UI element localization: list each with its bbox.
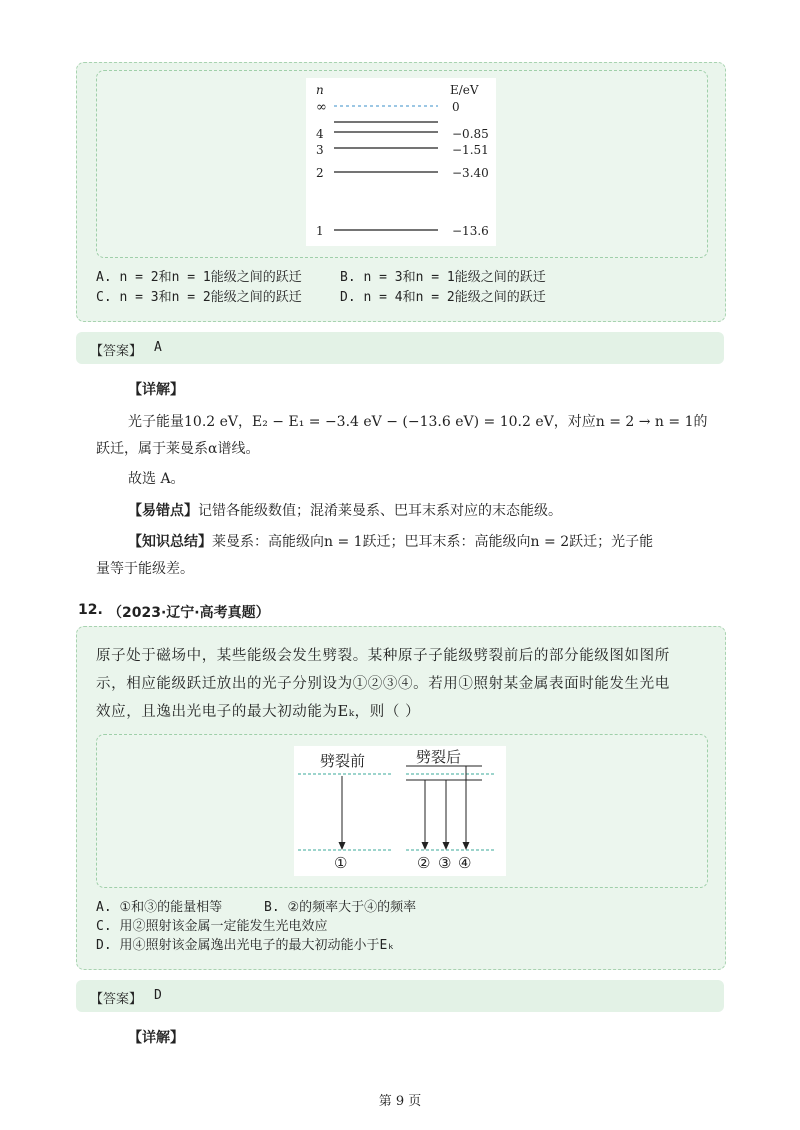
q12-source: （2023·辽宁·高考真题）: [108, 605, 270, 621]
mark-4: ④: [458, 854, 472, 872]
level-n-inf: ∞: [316, 100, 327, 115]
summary-label: 【知识总结】: [128, 534, 212, 550]
error-label: 【易错点】: [128, 503, 198, 519]
q11-detail-line-1: 光子能量10.2 eV，E₂ − E₁ = −3.4 eV − (−13.6 eV) = 10.2 eV，对应n = 2 → n = 1的: [128, 414, 708, 430]
q12-option-d[interactable]: D. 用④照射该金属逸出光电子的最大初动能小于Eₖ: [96, 938, 396, 953]
page-number: 第 9 页: [378, 1094, 422, 1109]
transition-arrow-3: [443, 780, 450, 850]
level-e-inf: 0: [452, 100, 460, 114]
q12-option-b[interactable]: B. ②的频率大于④的频率: [264, 900, 417, 915]
transition-arrow-1: [339, 776, 346, 850]
level-n-1: 1: [316, 224, 324, 238]
level-e-3: −1.51: [452, 143, 489, 157]
q11-detail-line-2: 跃迁，属于莱曼系α谱线。: [96, 441, 260, 457]
error-text: 记错各能级数值；混淆莱曼系、巴耳末系对应的末态能级。: [198, 503, 562, 519]
q12-answer-label: 【答案】: [90, 992, 143, 1007]
q12-option-a[interactable]: A. ①和③的能量相等: [96, 900, 223, 915]
after-split-label: 劈裂后: [416, 748, 462, 766]
transition-arrow-2: [422, 780, 429, 850]
level-e-2: −3.40: [452, 166, 489, 180]
q11-error-point: [128, 500, 562, 520]
q11-choice: 故选 A。: [128, 471, 185, 487]
q11-option-c[interactable]: C. n = 3和n = 2能级之间的跃迁: [96, 290, 302, 305]
q11-detail-title: 【详解】: [128, 382, 184, 398]
energy-axis-label: E/eV: [450, 83, 479, 97]
level-e-4: −0.85: [452, 127, 489, 141]
q12-stem-line-3: 效应，且逸出光电子的最大初动能为Eₖ，则（ ）: [96, 704, 421, 720]
splitting-diagram: [294, 746, 506, 876]
q12-number: 12.: [78, 602, 103, 618]
q12-option-c[interactable]: C. 用②照射该金属一定能发生光电效应: [96, 919, 328, 934]
q11-option-b[interactable]: B. n = 3和n = 1能级之间的跃迁: [340, 270, 546, 285]
q12-stem-line-2: 示，相应能级跃迁放出的光子分别设为①②③④。若用①照射某金属表面时能发生光电: [96, 676, 670, 692]
q11-option-a[interactable]: A. n = 2和n = 1能级之间的跃迁: [96, 270, 302, 285]
q11-answer-bar: [76, 332, 724, 364]
level-e-1: −13.6: [452, 224, 489, 238]
n-axis-label: n: [316, 83, 324, 97]
summary-line-1: 莱曼系：高能级向n = 1跃迁；巴耳末系：高能级向n = 2跃迁；光子能: [212, 534, 654, 550]
q12-answer-value: D: [154, 988, 162, 1003]
mark-1: ①: [334, 854, 348, 872]
level-n-4: 4: [316, 127, 324, 141]
q12-answer-bar: [76, 980, 724, 1012]
mark-3: ③: [438, 854, 452, 872]
level-n-3: 3: [316, 143, 324, 157]
q11-answer-label: 【答案】: [90, 344, 143, 359]
q12-stem-line-1: 原子处于磁场中，某些能级会发生劈裂。某种原子子能级劈裂前后的部分能级图如图所: [96, 648, 670, 664]
q12-detail-title: 【详解】: [128, 1030, 184, 1046]
q11-summary: [128, 531, 653, 551]
q11-answer-value: A: [154, 340, 162, 355]
before-split-label: 劈裂前: [320, 752, 366, 770]
mark-2: ②: [417, 854, 431, 872]
q11-option-d[interactable]: D. n = 4和n = 2能级之间的跃迁: [340, 290, 546, 305]
q11-summary-line-2: 量等于能级差。: [96, 561, 194, 577]
energy-level-diagram: [306, 78, 496, 246]
level-n-2: 2: [316, 166, 324, 180]
transition-arrow-4: [463, 766, 470, 850]
